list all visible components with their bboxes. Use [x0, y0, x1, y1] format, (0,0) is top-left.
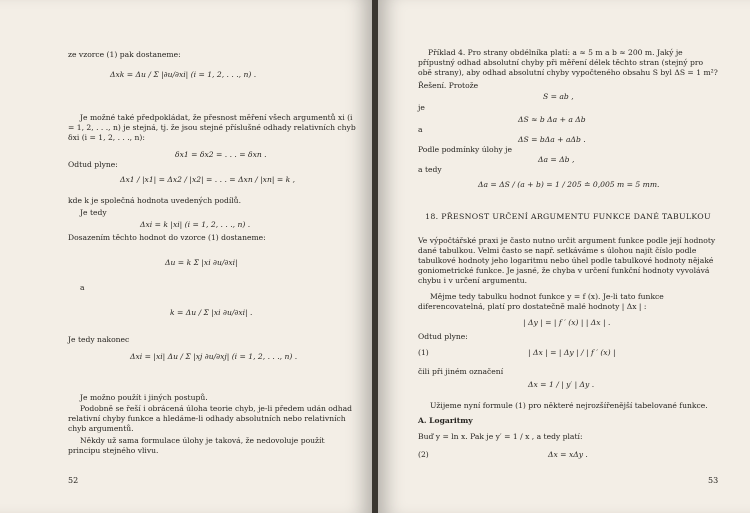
- equation-label: (2): [418, 450, 429, 459]
- page-number: 53: [708, 476, 719, 485]
- left-page: [0, 0, 372, 513]
- paragraph: Podobně se řeší i obrácená úloha teorie chyb, je-li předem udán odhad relativní chyby funkce a hledáme-li odhady absolutních nebo relativních chyb argumentů.: [68, 404, 353, 433]
- text-line: Dosazením těchto hodnot do vzorce (1) dostaneme:: [68, 233, 266, 242]
- text-line: a: [80, 283, 85, 292]
- paragraph: Mějme tedy tabulku hodnot funkce y = f (x). Je-li tato funkce diferencovatelná, platí pro dostatečně malé hodnoty | Δx | :: [418, 292, 664, 311]
- equation: Δxk = Δu / Σ |∂u/∂xi| (i = 1, 2, . . ., n) .: [110, 70, 257, 79]
- text-line: ze vzorce (1) pak dostaneme:: [68, 50, 181, 59]
- paragraph: Někdy už sama formulace úlohy je taková, že nedovoluje použít principu stejného vlivu.: [68, 436, 325, 455]
- paragraph: Je možné také předpokládat, že přesnost měření všech argumentů xi (i = 1, 2, . . ., n) je stejná, tj. že jsou stejné příslušné odhady relativních chyb δxi (i = 1, 2, . . ., n):: [68, 113, 356, 142]
- equation: Δu = k Σ |xi ∂u/∂xi|: [165, 258, 238, 267]
- equation: ΔS ≈ b Δa + a Δb: [518, 115, 586, 124]
- equation: Δa = Δb ,: [538, 155, 575, 164]
- right-page: [378, 0, 750, 513]
- page-number: 52: [68, 476, 79, 485]
- equation: k = Δu / Σ |xi ∂u/∂xi| .: [170, 308, 253, 317]
- text-line: Je tedy: [80, 208, 107, 217]
- equation: S = ab ,: [543, 92, 574, 101]
- text-line: Řešení. Protože: [418, 81, 479, 90]
- equation: Δa = ΔS / (a + b) = 1 / 205 ≐ 0,005 m = 5 mm.: [478, 180, 660, 189]
- equation: Δx = xΔy .: [548, 450, 588, 459]
- text-line: Podle podmínky úlohy je: [418, 145, 513, 154]
- equation-label: (1): [418, 348, 429, 357]
- equation: Δxi = |xi| Δu / Σ |xj ∂u/∂xj| (i = 1, 2, . . ., n) .: [130, 352, 298, 361]
- paragraph: Je možno použít i jiných postupů.: [80, 393, 208, 402]
- section-heading: 18. PŘESNOST URČENÍ ARGUMENTU FUNKCE DANÉ TABULKOU: [425, 212, 711, 221]
- subsection-heading: A. Logaritmy: [418, 416, 473, 425]
- equation: Δxi = k |xi| (i = 1, 2, . . ., n) .: [140, 220, 251, 229]
- equation: δx1 = δx2 = . . . = δxn .: [175, 150, 267, 159]
- paragraph: Ve výpočtářské praxi je často nutno určit argument funkce podle její hodnoty dané tabulkou. Velmi často se např. setkáváme s úlohou najít číslo podle tabulkové hodnoty jeho logaritmu nebo úhel podle tabulkové hodnoty nějaké goniometrické funkce. Je jasné, že chyba v určení funkční hodnoty vyvolává chybu i v určení argumentu.: [418, 236, 716, 285]
- equation: | Δx | = | Δy | / | f ′ (x) |: [528, 348, 616, 357]
- text-line: je: [418, 103, 425, 112]
- text-line: a tedy: [418, 165, 442, 174]
- text-line: Buď y = ln x. Pak je y′ = 1 / x , a tedy platí:: [418, 432, 583, 441]
- text-line: Je tedy nakonec: [68, 335, 130, 344]
- paragraph: Příklad 4. Pro strany obdélníka platí: a ≈ 5 m a b ≈ 200 m. Jaký je přípustný odhad absolutní chyby při měření délek těchto stran (stejný pro obě strany), aby odhad absolutní chyby vypočteného obsahu S byl ΔS = 1 m²?: [418, 48, 718, 77]
- equation: Δx1 / |x1| = Δx2 / |x2| = . . . = Δxn / |xn| = k ,: [120, 175, 296, 184]
- text-line: a: [418, 125, 423, 134]
- text-line: Odtud plyne:: [418, 332, 468, 341]
- text-line: kde k je společná hodnota uvedených podílů.: [68, 196, 241, 205]
- equation: Δx = 1 / | y′ | Δy .: [528, 380, 595, 389]
- equation: ΔS = bΔa + aΔb .: [518, 135, 586, 144]
- text-line: čili při jiném označení: [418, 367, 504, 376]
- paragraph: Užijeme nyní formule (1) pro některé nejrozšířenější tabelované funkce.: [430, 401, 708, 410]
- equation: | Δy | = | f ′ (x) | | Δx | .: [523, 318, 611, 327]
- text-line: Odtud plyne:: [68, 160, 118, 169]
